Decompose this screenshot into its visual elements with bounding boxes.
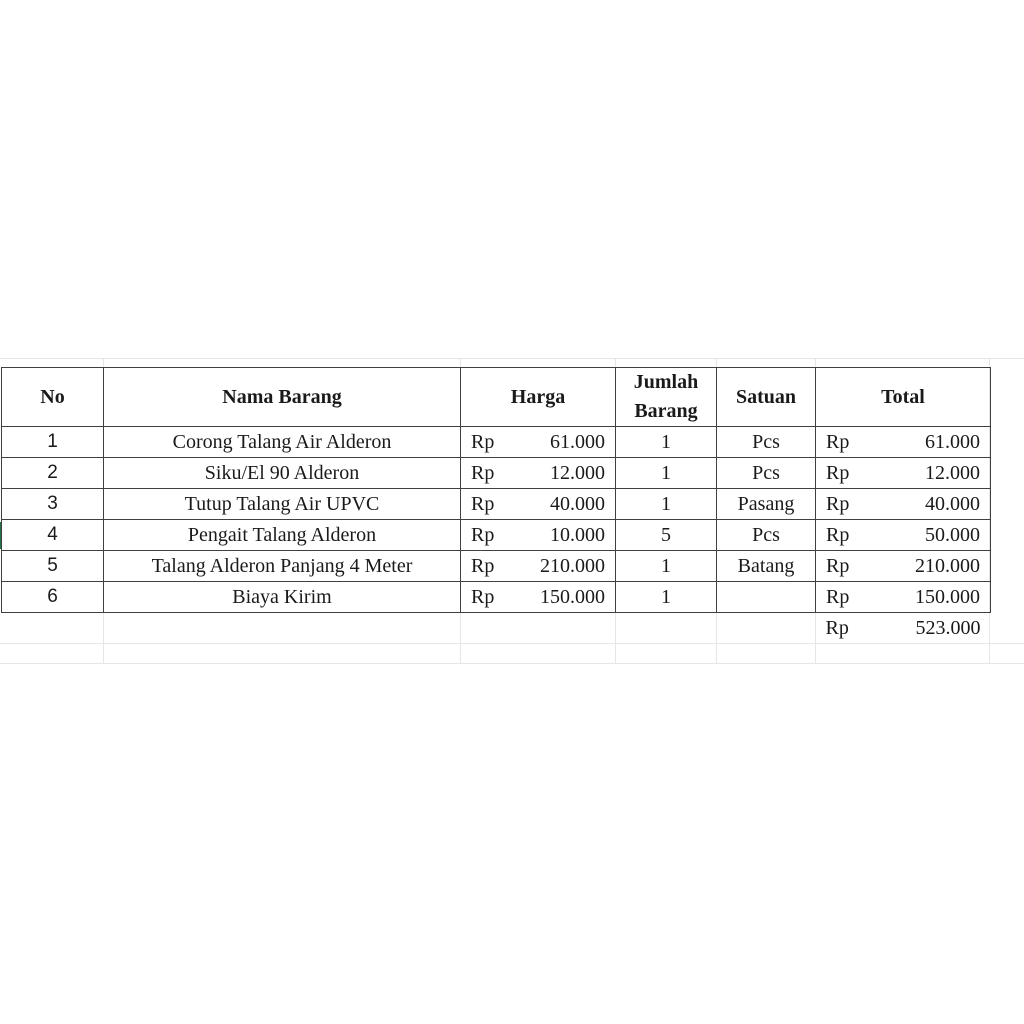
cell-harga-amount[interactable]: 61.000 [514, 427, 616, 458]
header-cell-jumlah-barang[interactable] [616, 368, 717, 427]
cell-jumlah[interactable]: 5 [616, 520, 717, 551]
empty-cell[interactable] [104, 644, 461, 664]
empty-cell[interactable] [2, 613, 104, 644]
cell-satuan[interactable]: Batang [717, 551, 816, 582]
cell-nama-barang[interactable]: Siku/El 90 Alderon [104, 458, 461, 489]
table-row [2, 520, 991, 551]
cell-harga-currency[interactable]: Rp [461, 520, 514, 551]
empty-cell[interactable] [616, 644, 717, 664]
cell-jumlah[interactable]: 1 [616, 551, 717, 582]
cell-harga-amount[interactable]: 10.000 [514, 520, 616, 551]
cell-satuan[interactable]: Pcs [717, 458, 816, 489]
cell-satuan[interactable] [717, 582, 816, 613]
cell-total-currency[interactable]: Rp [816, 489, 869, 520]
cell-nama-barang[interactable]: Tutup Talang Air UPVC [104, 489, 461, 520]
empty-cell[interactable] [869, 644, 991, 664]
cell-total-currency[interactable]: Rp [816, 427, 869, 458]
empty-cell[interactable] [104, 613, 461, 644]
cell-no[interactable]: 6 [2, 582, 104, 613]
cell-total-amount[interactable]: 210.000 [869, 551, 991, 582]
cell-nama-barang[interactable]: Corong Talang Air Alderon [104, 427, 461, 458]
cell-total-amount[interactable]: 61.000 [869, 427, 991, 458]
empty-cell[interactable] [616, 613, 717, 644]
empty-cell[interactable] [461, 613, 514, 644]
cell-jumlah[interactable]: 1 [616, 489, 717, 520]
empty-cell[interactable] [816, 644, 869, 664]
table-row [2, 582, 991, 613]
table-row [2, 551, 991, 582]
cell-total-currency[interactable]: Rp [816, 582, 869, 613]
cell-no[interactable]: 1 [2, 427, 104, 458]
header-row [2, 368, 991, 427]
table-row [2, 458, 991, 489]
header-cell-nama-barang[interactable]: Nama Barang [104, 368, 461, 427]
grand-total-amount[interactable]: 523.000 [915, 616, 981, 639]
cell-harga-amount[interactable]: 150.000 [514, 582, 616, 613]
cell-total-amount[interactable]: 40.000 [869, 489, 991, 520]
items-table [1, 367, 991, 664]
gridline-horizontal [0, 358, 1024, 359]
empty-cell[interactable] [514, 613, 616, 644]
cell-harga-currency[interactable]: Rp [461, 489, 514, 520]
empty-cell[interactable] [717, 613, 816, 644]
cell-satuan[interactable]: Pcs [717, 520, 816, 551]
cell-total-amount[interactable]: 50.000 [869, 520, 991, 551]
cell-harga-amount[interactable]: 40.000 [514, 489, 616, 520]
cell-harga-currency[interactable]: Rp [461, 582, 514, 613]
header-jumlah-line2: Barang [634, 400, 698, 422]
empty-cell[interactable] [461, 644, 514, 664]
cell-harga-currency[interactable]: Rp [461, 427, 514, 458]
empty-cell[interactable] [2, 644, 104, 664]
header-cell-total[interactable]: Total [816, 368, 991, 427]
cell-satuan[interactable]: Pasang [717, 489, 816, 520]
table-row [2, 427, 991, 458]
empty-cell[interactable] [514, 644, 616, 664]
header-jumlah-line1: Jumlah [633, 371, 699, 393]
grand-total-currency[interactable]: Rp [825, 616, 849, 639]
cell-jumlah[interactable]: 1 [616, 582, 717, 613]
grand-total-row [2, 613, 991, 644]
table-row [2, 489, 991, 520]
header-cell-harga[interactable]: Harga [461, 368, 616, 427]
cell-total-amount[interactable]: 12.000 [869, 458, 991, 489]
cell-jumlah[interactable]: 1 [616, 458, 717, 489]
empty-cell[interactable] [717, 644, 816, 664]
header-cell-no[interactable]: No [2, 368, 104, 427]
cell-harga-amount[interactable]: 210.000 [514, 551, 616, 582]
cell-total-amount[interactable]: 150.000 [869, 582, 991, 613]
cell-no[interactable]: 5 [2, 551, 104, 582]
cell-total-currency[interactable]: Rp [816, 520, 869, 551]
cell-no[interactable]: 3 [2, 489, 104, 520]
cell-harga-amount[interactable]: 12.000 [514, 458, 616, 489]
cell-no[interactable]: 2 [2, 458, 104, 489]
cell-total-currency[interactable]: Rp [816, 551, 869, 582]
header-cell-satuan[interactable]: Satuan [717, 368, 816, 427]
cell-harga-currency[interactable]: Rp [461, 458, 514, 489]
cell-satuan[interactable]: Pcs [717, 427, 816, 458]
cell-nama-barang[interactable]: Biaya Kirim [104, 582, 461, 613]
cell-jumlah[interactable]: 1 [616, 427, 717, 458]
cell-no[interactable]: 4 [2, 520, 104, 551]
blank-row [2, 644, 991, 664]
cell-nama-barang[interactable]: Talang Alderon Panjang 4 Meter [104, 551, 461, 582]
cell-nama-barang[interactable]: Pengait Talang Alderon [104, 520, 461, 551]
cell-harga-currency[interactable]: Rp [461, 551, 514, 582]
cell-total-currency[interactable]: Rp [816, 458, 869, 489]
